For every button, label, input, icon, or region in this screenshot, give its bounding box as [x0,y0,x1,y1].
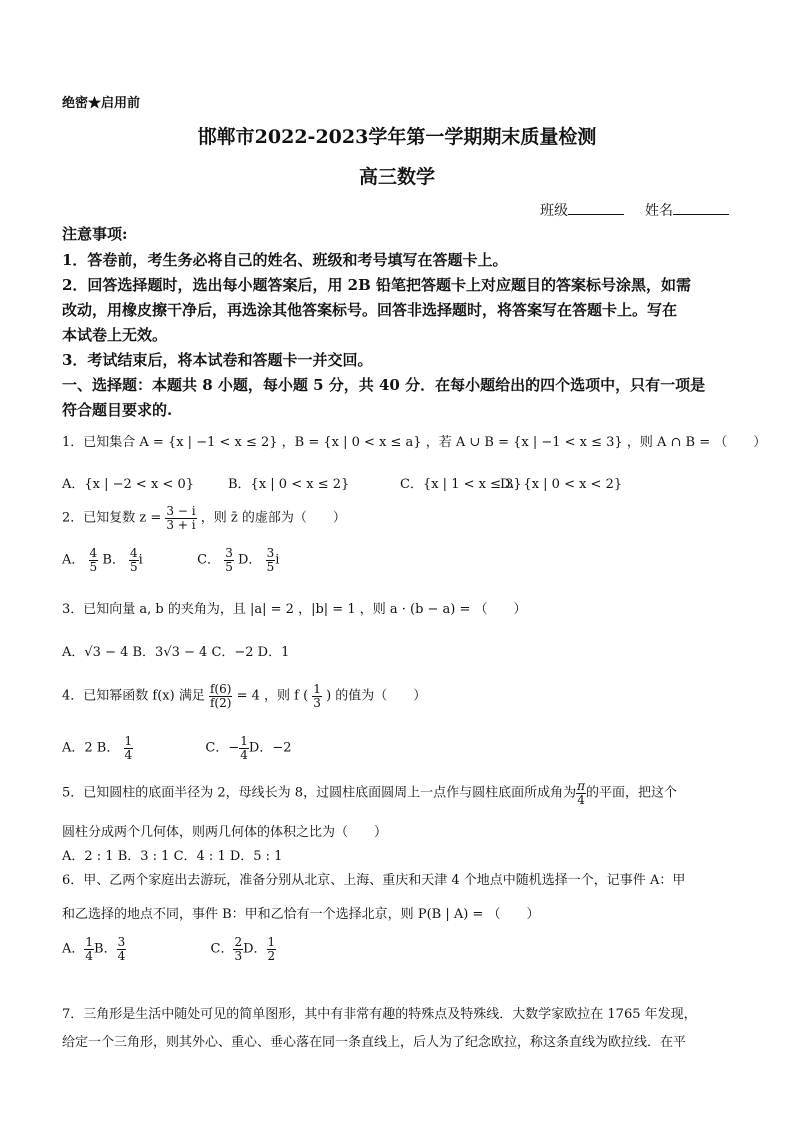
section-1-line1: 一、选择题：本题共 8 小题，每小题 5 分，共 40 分．在每小题给出的四个选项中，只有一项是 [62,376,706,394]
q2-b-den: 5 [130,559,138,574]
q6-b-frac [117,936,127,962]
class-label: 班级 [540,203,568,219]
q4-c-label: C．− [205,740,240,756]
q4-arg-den: 3 [313,695,321,710]
note-2-line3: 本试卷上无效。 [62,326,168,344]
note-1: 1．答卷前，考生务必将自己的姓名、班级和考号填写在答题卡上。 [62,251,508,269]
class-blank [568,201,624,215]
q1-option-d: D．{x | 0 < x < 2} [500,477,623,492]
q2-a-num: 4 [89,546,98,560]
q5-num: π [577,779,585,793]
q3-stem: 3．已知向量 a, b 的夹角为，且 |a| = 2 ，|b| = 1 ，则 a · (b − a) = （ ） [62,602,527,617]
q2-num: 3 − i [166,504,196,518]
q6-a-num: 1 [85,935,94,949]
q6-b-num: 3 [117,935,126,949]
q5-angle-frac [576,780,586,806]
q6-options [62,936,276,962]
q4-b-num: 1 [124,734,133,748]
q5-line1 [62,780,677,806]
q4-num: f(6) [209,682,232,696]
q2-fraction [165,505,196,531]
confidential-mark: 绝密★启用前 [62,96,141,111]
q5-line2: 圆柱分成两个几何体，则两几何体的体积之比为（ ） [62,825,388,840]
exam-title: 邯郸市2022-2023学年第一学期期末质量检测 [197,126,597,148]
q6-a-frac [84,936,94,962]
q6-line2: 和乙选择的地点不同，事件 B：甲和乙恰有一个选择北京，则 P(B | A) = （ ） [62,907,540,922]
class-field [540,200,624,220]
q2-pre: 2．已知复数 z = [62,510,162,526]
name-blank [673,201,729,215]
q4-d-label: D．−2 [248,740,292,756]
q4-fraction [209,683,232,709]
q6-b-label: B． [94,941,117,957]
name-field [645,200,729,220]
q2-c-label: C． [197,552,221,568]
q1-stem: 1．已知集合 A = {x | −1 < x ≤ 2} ，B = {x | 0 < x ≤ a} ，若 A ∪ B = {x | −1 < x ≤ 3} ，则 A ∩ B = （ ） [62,435,767,450]
q2-b-suffix: i [138,552,143,568]
q4-options [62,735,292,761]
q2-b-num: 4 [130,546,138,560]
q2-b-frac [129,547,139,573]
q2-a-label: A． [62,552,85,568]
q6-c-den: 3 [234,948,243,963]
q1-option-c: C．{x | 1 < x ≤ 3} [400,477,522,492]
q5-pre: 5．已知圆柱的底面半径为 2，母线长为 8，过圆柱底面圆周上一点作与圆柱底面所成角为 [62,785,577,801]
q2-d-num: 3 [266,546,275,560]
q6-a-den: 4 [85,948,94,963]
q5-post: 的平面，把这个 [585,785,677,801]
q1-option-a: A．{x | −2 < x < 0} [62,477,194,492]
q4-ab-label: A．2 B． [62,740,120,756]
q2-stem [62,505,346,531]
q6-b-den: 4 [117,948,126,963]
q2-c-frac [224,547,234,573]
q6-d-num: 1 [267,935,276,949]
q4-den: f(2) [209,695,232,710]
q3-options: A．√3 − 4 B．3√3 − 4 C．−2 D．1 [62,645,290,660]
exam-subject: 高三数学 [358,166,435,188]
q4-post: ) 的值为（ ） [326,688,427,704]
q4-mid: = 4 ，则 f ( [236,688,309,704]
q2-d-den: 5 [266,559,275,574]
q2-d-frac [266,547,276,573]
q6-line1: 6．甲、乙两个家庭出去游玩，准备分别从北京、上海、重庆和天津 4 个地点中随机选择一个，记事件 A：甲 [62,873,686,888]
note-3: 3．考试结束后，将本试卷和答题卡一并交回。 [62,351,373,369]
q6-d-frac [267,936,277,962]
q4-stem [62,683,426,709]
q2-d-suffix: i [275,552,280,568]
q2-c-den: 5 [225,559,233,574]
q6-c-label: C． [210,941,234,957]
q2-options [62,547,279,573]
q6-d-den: 2 [267,948,276,963]
q6-c-num: 2 [234,935,243,949]
q7-line2: 给定一个三角形，则其外心、重心、垂心落在同一条直线上，后人为了纪念欧拉，称这条直线为欧拉线．在平 [62,1035,687,1050]
q1-option-b: B．{x | 0 < x ≤ 2} [228,477,350,492]
q2-d-label: D． [237,552,262,568]
q4-b-den: 4 [124,747,133,762]
notes-heading: 注意事项: [62,225,128,243]
q4-arg-num: 1 [313,682,321,696]
q4-c-den: 4 [240,747,248,762]
q6-d-label: D． [243,941,267,957]
q2-a-frac [89,547,99,573]
section-1-line2: 符合题目要求的. [62,401,173,419]
q4-c-num: 1 [240,734,248,748]
q6-a-label: A． [62,941,85,957]
q6-c-frac [233,936,243,962]
q4-pre: 4．已知幂函数 f(x) 满足 [62,688,205,704]
q2-c-num: 3 [225,546,233,560]
q2-b-label: B． [102,552,125,568]
q5-den: 4 [577,792,585,807]
q2-a-den: 5 [89,559,98,574]
q2-post: ，则 z̄ 的虚部为（ ） [200,510,346,526]
q7-line1: 7．三角形是生活中随处可见的简单图形，其中有非常有趣的特殊点及特殊线．大数学家欧拉在 1765 年发现， [62,1007,697,1022]
q4-b-frac [124,735,134,761]
q5-options: A．2 : 1 B．3 : 1 C．4 : 1 D．5 : 1 [62,849,283,864]
note-2-line2: 改动，用橡皮擦干净后，再选涂其他答案标号。回答非选择题时，将答案写在答题卡上。写在 [62,301,678,319]
q4-c-frac [239,735,249,761]
q4-arg-frac [312,683,322,709]
name-label: 姓名 [645,203,673,219]
q2-den: 3 + i [166,517,196,532]
note-2-line1: 2．回答选择题时，选出每小题答案后，用 2B 铅笔把答题卡上对应题目的答案标号涂黑，如需 [62,276,692,294]
